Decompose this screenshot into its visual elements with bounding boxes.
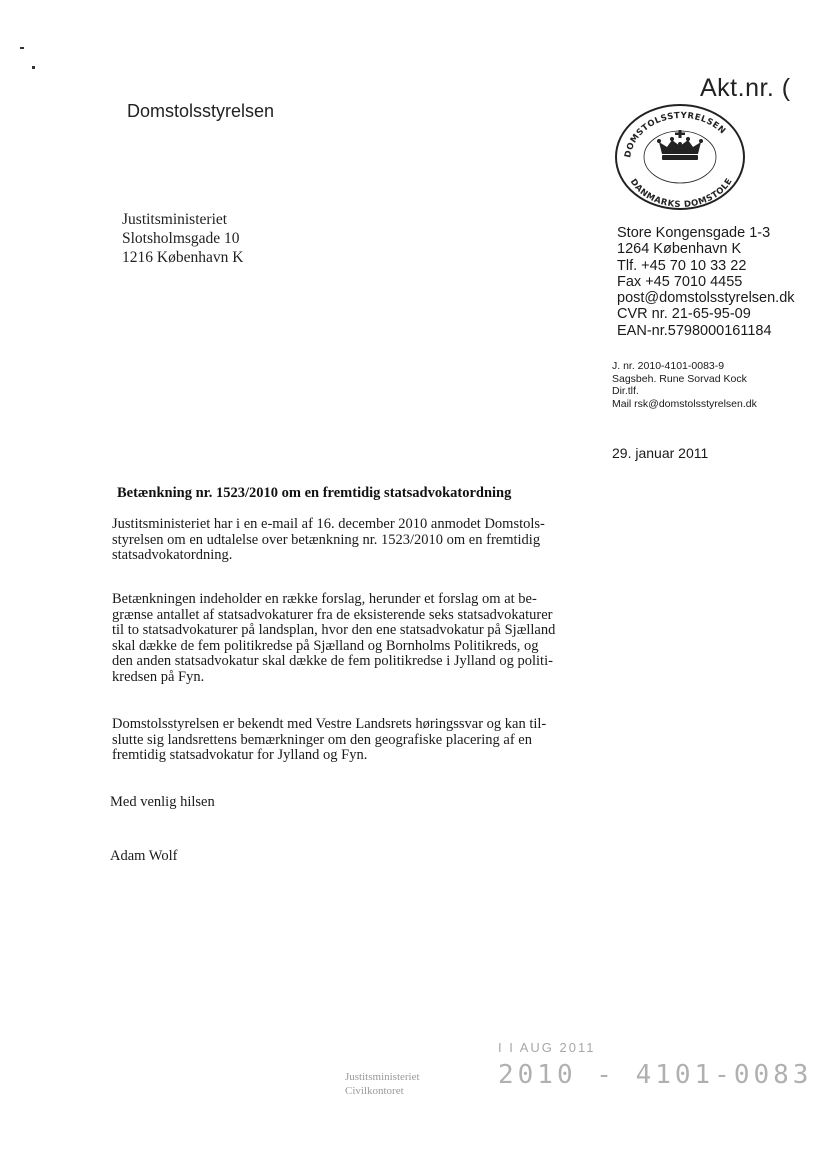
court-seal (612, 102, 748, 212)
receipt-stamp-label (345, 1070, 420, 1098)
closing-greeting: Med venlig hilsen (110, 794, 215, 810)
body-line: Betænkningen indeholder en række forslag, herunder et forslag om at be- (112, 591, 537, 607)
case-info (612, 360, 757, 410)
body-paragraph (112, 717, 612, 764)
body-paragraph (112, 517, 612, 564)
body-line: Justitsministeriet har i en e-mail af 16. december 2010 anmodet Domstols- (112, 516, 545, 532)
stamp-line: Justitsministeriet (345, 1071, 420, 1083)
organization-name: Domstolsstyrelsen (127, 101, 275, 121)
sender-line: CVR nr. 21-65-95-09 (617, 306, 751, 323)
body-line: Domstolsstyrelsen er bekendt med Vestre Landsrets høringssvar og kan til- (112, 716, 547, 732)
sender-line: 1264 København K (617, 241, 742, 258)
case-handler: Sagsbeh. Rune Sorvad Kock (612, 372, 747, 385)
scan-speck (32, 66, 35, 69)
body-line: slutte sig landsrettens bemærkninger om den geografiske placering af en (112, 731, 532, 748)
body-line: til to statsadvokaturer på landsplan, hvor den ene statsadvokatur på Sjælland (112, 622, 556, 639)
case-phone: Dir.tlf. (612, 385, 639, 397)
svg-text:DANMARKS DOMSTOLE (628, 177, 735, 211)
sender-line: Store Kongensgade 1-3 (617, 225, 771, 241)
body-line: grænse antallet af statsadvokaturer fra de eksisterende seks statsadvokaturer (112, 606, 553, 623)
scan-speck (20, 47, 24, 49)
body-line: statsadvokatordning. (112, 547, 233, 564)
seal-top-text: DOMSTOLSSTYRELSEN (623, 110, 728, 159)
case-mail: Mail rsk@domstolsstyrelsen.dk (612, 397, 757, 410)
body-paragraph (112, 592, 612, 686)
seal-bottom-text: DANMARKS DOMSTOLE (627, 176, 735, 211)
body-line: kredsen på Fyn. (112, 668, 205, 685)
body-line: styrelsen om en udtalelse over betænkning nr. 1523/2010 om en fremtidig (112, 531, 541, 548)
recipient-line: 1216 København K (122, 249, 244, 266)
body-line: den anden statsadvokatur skal dække de fem politikredse i Jylland og politi- (112, 653, 553, 670)
receipt-stamp-number: 2010 - 4101-0083 (498, 1060, 813, 1090)
sender-line: Fax +45 7010 4455 (617, 273, 743, 290)
receipt-stamp-date: I I AUG 2011 (498, 1040, 596, 1055)
body-line: skal dække de fem politikredse på Sjælland og Bornholms Politikreds, og (112, 637, 539, 654)
sender-line: Tlf. +45 70 10 33 22 (617, 257, 747, 274)
body-line: fremtidig statsadvokatur for Jylland og Fyn. (112, 747, 368, 764)
recipient-line: Justitsministeriet (122, 211, 228, 228)
recipient-address (122, 210, 243, 267)
akt-number-label: Akt.nr. ( (700, 74, 791, 102)
case-number: J. nr. 2010-4101-0083-9 (612, 360, 725, 372)
crown-icon (657, 130, 703, 160)
sender-email: post@domstolsstyrelsen.dk (617, 290, 795, 307)
signer-name: Adam Wolf (110, 848, 178, 864)
sender-line: EAN-nr.5798000161184 (617, 322, 772, 339)
stamp-line: Civilkontoret (345, 1085, 404, 1097)
sender-address (617, 225, 795, 339)
letter-date: 29. januar 2011 (612, 445, 709, 461)
recipient-line: Slotsholmsgade 10 (122, 230, 240, 247)
subject-heading: Betænkning nr. 1523/2010 om en fremtidig statsadvokatordning (117, 485, 512, 501)
